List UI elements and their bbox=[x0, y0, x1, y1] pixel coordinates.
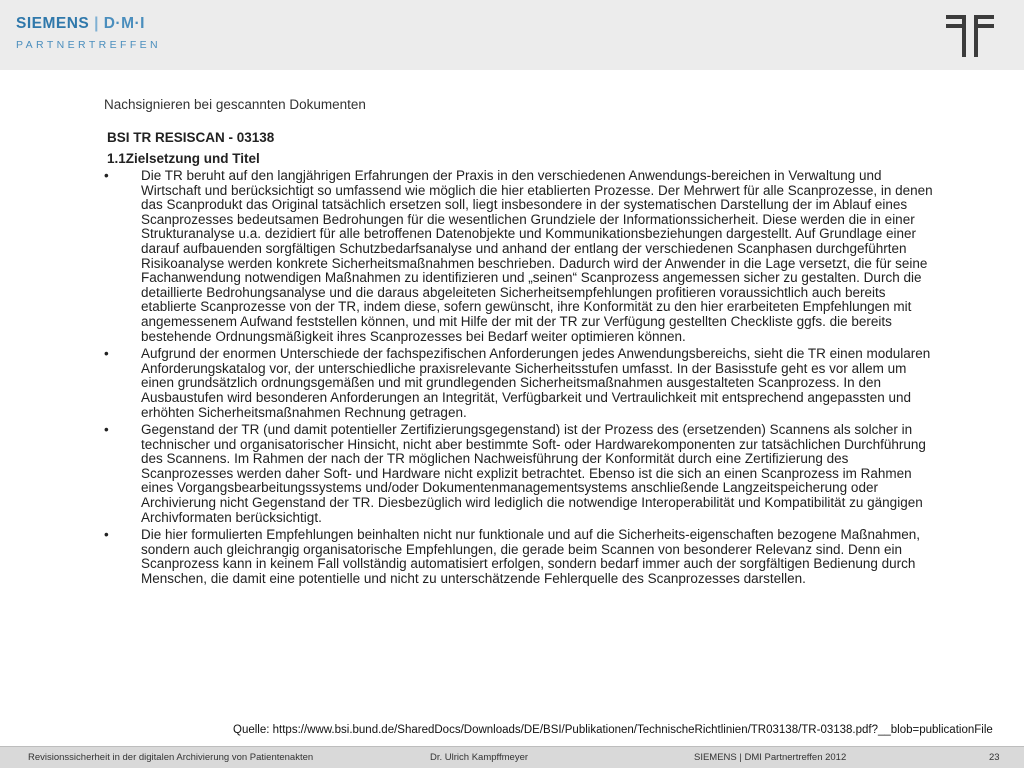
footer-topic: Revisionssicherheit in der digitalen Archivierung von Patientenakten bbox=[28, 752, 314, 763]
fraunhofer-like-mark-icon bbox=[946, 15, 994, 57]
footer-event: SIEMENS | DMI Partnertreffen 2012 bbox=[694, 752, 847, 763]
slide-title: Nachsignieren bei gescannten Dokumenten bbox=[104, 97, 366, 112]
bullet-item bbox=[104, 169, 934, 344]
subsection-heading: 1.1Zielsetzung und Titel bbox=[107, 151, 260, 166]
logo-separator: | bbox=[94, 15, 104, 32]
bullet-icon: • bbox=[104, 422, 109, 438]
bullet-icon: • bbox=[104, 527, 109, 543]
footer-author: Dr. Ulrich Kampffmeyer bbox=[430, 752, 529, 763]
bullet-item bbox=[104, 347, 934, 420]
section-heading: BSI TR RESISCAN - 03138 bbox=[107, 130, 275, 145]
logo-brand-text: SIEMENS bbox=[16, 15, 90, 32]
logo-dmi-text: D·M·I bbox=[103, 15, 145, 32]
bullet-text: Die hier formulierten Empfehlungen beinhalten nicht nur funktionale und auf die Sicherheits-eigenschaften bezogene Maßnahmen, sondern auch gleichrangig organisatorische Empfehlungen, die gerade beim Scannen von besonderer Relevanz sind. Denn ein Scanprozess kann in keinem Fall vollständig automatisiert erfolgen, sondern bedarf immer auch der sorgfältigen Bedienung durch Menschen, die damit eine potentielle und nicht zu unterschätzende Fehlerquelle des Scanprozesses darstellen. bbox=[141, 527, 920, 587]
bullet-icon: • bbox=[104, 168, 109, 183]
bullet-text: Die TR beruht auf den langjährigen Erfahrungen der Praxis in den verschiedenen Anwendungs-bereichen in Verwaltung und Wirtschaft und berücksichtigt so umfassend wie möglich die hier etablierten Prozesse. Der Mehrwert für alle Scanprozesse, in denen das Scanprodukt das Original tatsächlich ersetzen soll, liegt insbesondere in der systematischen Darstellung der im Ablauf eines Scanprozesses bedeutsamen Bedrohungen für die wesentlichen Grundziele der Informationssicherheit. Diese werden die in einer Strukturanalyse u.a. dezidiert für alle betroffenen Datenobjekte und Kommunikationsbeziehungen dargestellt. Auf Grundlage einer darauf aufbauenden sorgfältigen Schutzbedarfsanalyse und anhand der entlang der verschiedenen Scanphasen durchgeführten Risikoanalyse werden konkrete Sicherheitsmaßnahmen beschrieben. Dadurch wird der Anwender in die Lage versetzt, die für seine Fachanwendung notwendigen Maßnahmen zu identifizieren und „seinen“ Scanprozess angemessen sicher zu gestalten. Durch die detaillierte Bedrohungsanalyse und die daraus abgeleiteten Sicherheitsempfehlungen profitieren voraussichtlich auch bereits etablierte Scanprozesse von der TR, indem diese, sofern gewünscht, ihre Konformität zu den hier erarbeiteten Empfehlungen mit angemessenem Aufwand feststellen können, und mit Hilfe der mit der TR zur Verfügung gestellten Checkliste ggfs. die bereits bestehende Ordnungsmäßigkeit ihres Scanprozesses bei Bedarf weiter optimieren können. bbox=[141, 168, 933, 344]
footer-bar bbox=[0, 746, 1024, 768]
bullet-list bbox=[104, 169, 934, 590]
siemens-dmi-logo bbox=[16, 15, 162, 63]
bullet-text: Gegenstand der TR (und damit potentieller Zertifizierungsgegenstand) ist der Prozess des (ersetzenden) Scannens als solcher in technischer und organisatorischer Hinsicht, nicht aber bestimmte Soft- oder Hardwarekomponenten zur tatsächlichen Durchführung des Scannens. Im Rahmen der nach der TR möglichen Nachweisführung der Konformität durch eine Zertifizierung des Scanprozesses werden daher Soft- und Hardware nicht explizit betrachtet. Ebenso ist die sich an einen Scanprozess im Rahmen eines Vorgangsbearbeitungssystems und/oder Dokumentenmanagementsystems anschließende Langzeitspeicherung oder Archivierung nicht Gegenstand der TR. Diesbezüglich wird lediglich die notwendige Interoperabilität und Kompatibilität zu gängigen Archivformaten berücksichtigt. bbox=[141, 422, 926, 525]
bullet-icon: • bbox=[104, 346, 109, 362]
source-citation: Quelle: https://www.bsi.bund.de/SharedDocs/Downloads/DE/BSI/Publikationen/TechnischeRichtlinien/TR03138/TR-03138.pdf?__blob=publicationFile bbox=[233, 724, 993, 736]
bullet-text: Aufgrund der enormen Unterschiede der fachspezifischen Anforderungen jedes Anwendungsbereichs, sieht die TR einen modularen Anforderungskatalog vor, der unterschiedliche praxisrelevante Sicherheitsstufen umfasst. In der Basisstufe geht es vor allem um einen grundsätzlich ordnungsgemäßen und mit grundlegenden Sicherheitsmaßnahmen ausgestalteten Scanprozess. In den Ausbaustufen wird besonderen Anforderungen an Integrität, Verfügbarkeit und Vertraulichkeit mit entsprechend angepassten und erhöhten Sicherheitsmaßnahmen Rechnung getragen. bbox=[141, 346, 931, 420]
header-band bbox=[0, 0, 1024, 70]
bullet-item bbox=[104, 528, 934, 586]
bullet-item bbox=[104, 423, 934, 525]
page-number: 23 bbox=[989, 752, 1000, 763]
logo-sub-text: PARTNERTREFFEN bbox=[16, 39, 162, 51]
